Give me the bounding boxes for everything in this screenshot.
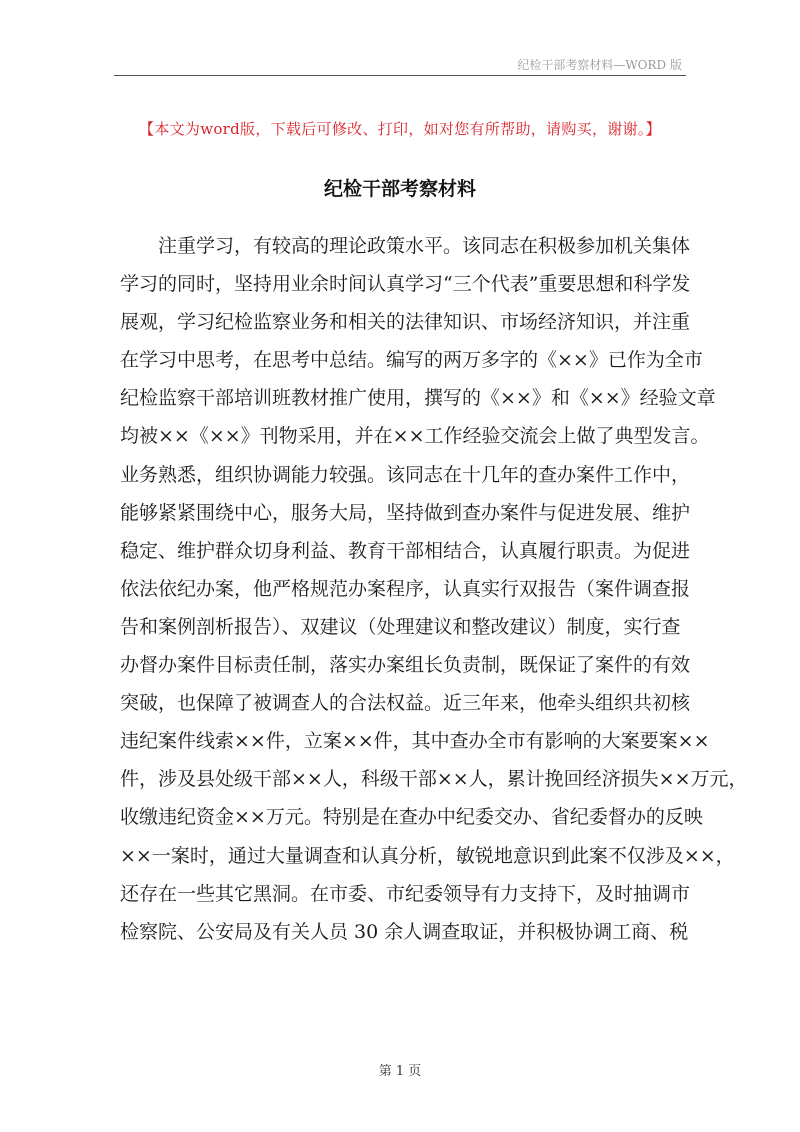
body-line: 告和案例剖析报告）、双建议（处理建议和整改建议）制度，实行查 (120, 615, 681, 638)
body-line: 依法依纪办案，他严格规范办案程序，认真实行双报告（案件调查报 (120, 577, 691, 600)
body-line: 突破，也保障了被调查人的合法权益。近三年来，他牵头组织共初核 (120, 692, 691, 715)
body-line: ××一案时，通过大量调查和认真分析，敏锐地意识到此案不仅涉及××， (120, 844, 735, 867)
body-line: 违纪案件线索××件，立案××件，其中查办全市有影响的大案要案×× (120, 730, 710, 753)
body-line: 纪检监察干部培训班教材推广使用，撰写的《××》和《××》经验文章 (120, 387, 716, 410)
body-text (120, 227, 748, 951)
body-line: 稳定、维护群众切身利益、教育干部相结合，认真履行职责。为促进 (120, 539, 691, 562)
body-line: 在学习中思考，在思考中总结。编写的两万多字的《××》已作为全市 (120, 349, 703, 372)
body-line: 业务熟悉，组织协调能力较强。该同志在十几年的查办案件工作中， (120, 463, 691, 486)
body-line: 展观，学习纪检监察业务和相关的法律知识、市场经济知识，并注重 (120, 311, 691, 334)
page-number: 第 1 页 (378, 1064, 422, 1079)
body-line: 学习的同时，坚持用业余时间认真学习“三个代表”重要思想和科学发 (120, 273, 691, 296)
body-line: 能够紧紧围绕中心，服务大局，坚持做到查办案件与促进发展、维护 (120, 501, 691, 524)
body-line: 检察院、公安局及有关人员 30 余人调查取证，并积极协调工商、税 (120, 920, 689, 943)
body-line: 收缴违纪资金××万元。特别是在查办中纪委交办、省纪委督办的反映 (120, 806, 703, 829)
body-line: 还存在一些其它黑洞。在市委、市纪委领导有力支持下，及时抽调市 (120, 882, 691, 905)
body-line: 件，涉及县处级干部××人，科级干部××人，累计挽回经济损失××万元， (120, 768, 748, 791)
body-line: 均被××《××》刊物采用，并在××工作经验交流会上做了典型发言。 (120, 425, 710, 448)
body-line: 注重学习，有较高的理论政策水平。该同志在积极参加机关集体 (158, 235, 691, 257)
page-header: 纪检干部考察材料—WORD 版 (517, 58, 682, 72)
header-divider (114, 75, 686, 76)
body-line: 办督办案件目标责任制，落实办案组长负责制，既保证了案件的有效 (120, 654, 691, 677)
purchase-notice: 【本文为word版，下载后可修改、打印，如对您有所帮助，请购买，谢谢。】 (139, 120, 661, 138)
document-title: 纪检干部考察材料 (323, 178, 476, 200)
